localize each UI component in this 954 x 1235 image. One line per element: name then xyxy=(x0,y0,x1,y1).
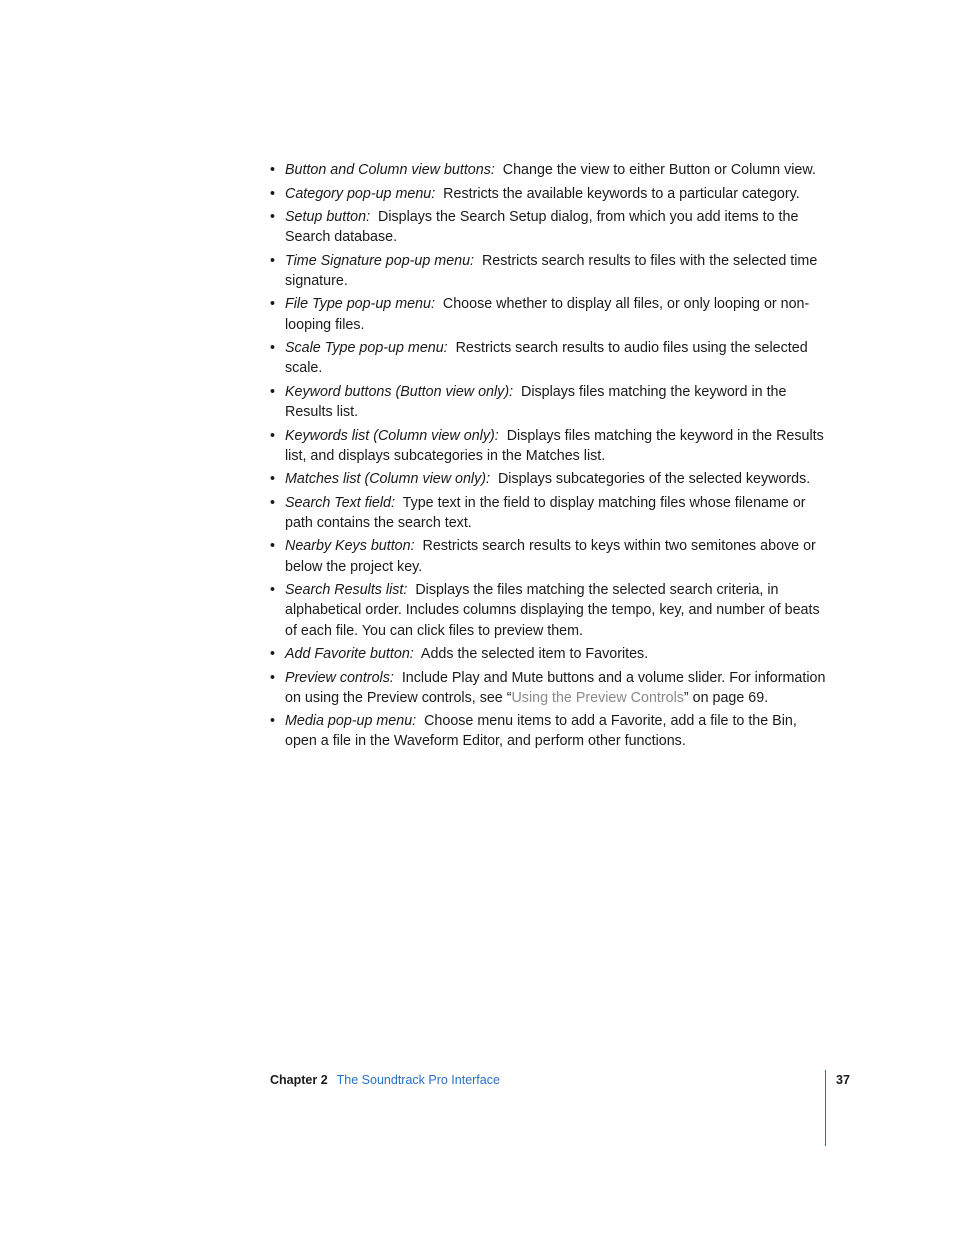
list-item xyxy=(270,668,830,708)
bullet: • xyxy=(270,494,276,511)
item-description: Include Play and Mute buttons and a volume slider. For information on using the Preview controls, see “ xyxy=(285,669,826,706)
list-item xyxy=(270,644,830,664)
list-item xyxy=(270,382,830,422)
bullet: • xyxy=(270,383,276,400)
list-item xyxy=(270,294,830,334)
item-term: File Type pop-up menu: xyxy=(285,296,435,313)
item-term: Setup button: xyxy=(285,209,371,225)
chapter-title: The Soundtrack Pro Interface xyxy=(336,1073,500,1087)
item-description: Displays files matching the keyword in the Results list. xyxy=(285,383,787,421)
bullet: • xyxy=(270,538,276,555)
item-description: Restricts search results to keys within two semitones above or below the project key. xyxy=(285,538,816,575)
item-description: Restricts search results to audio files using the selected scale. xyxy=(285,340,808,377)
item-term: Scale Type pop-up menu: xyxy=(285,340,448,357)
item-term: Search Results list: xyxy=(285,582,408,599)
list-item xyxy=(270,251,830,291)
item-term: Category pop-up menu: xyxy=(285,185,436,202)
page-footer xyxy=(270,1072,500,1088)
item-term: Time Signature pop-up menu: xyxy=(285,252,475,269)
item-term: Add Favorite button: xyxy=(285,646,414,663)
list-item xyxy=(270,580,830,641)
bullet: • xyxy=(270,296,276,313)
item-term: Nearby Keys button: xyxy=(285,538,415,555)
chapter-label: Chapter 2 xyxy=(270,1073,328,1087)
item-term: Button and Column view buttons: xyxy=(285,162,495,178)
item-description: Displays the files matching the selected search criteria, in alphabetical order. Includes columns displaying the tempo, key, and number of beats of each file. You can click files to preview them. xyxy=(285,582,820,639)
list-item xyxy=(270,160,830,180)
item-description: Choose whether to display all files, or only looping or non-looping files. xyxy=(285,296,810,333)
item-description: Displays the Search Setup dialog, from which you add items to the Search database. xyxy=(285,209,799,246)
item-description: Adds the selected item to Favorites. xyxy=(420,646,649,663)
item-description: Choose menu items to add a Favorite, add a file to the Bin, open a file in the Waveform Editor, and perform other functions. xyxy=(285,713,797,750)
bullet: • xyxy=(270,185,276,202)
body-content xyxy=(270,160,830,755)
bullet: • xyxy=(270,471,276,488)
bullet: • xyxy=(270,582,276,599)
item-description: Displays subcategories of the selected keywords. xyxy=(497,471,811,488)
list-item xyxy=(270,426,830,466)
bullet: • xyxy=(270,427,276,444)
bullet: • xyxy=(270,669,276,686)
feature-list xyxy=(270,160,830,752)
item-description: Restricts search results to files with the selected time signature. xyxy=(285,252,818,289)
item-term: Matches list (Column view only): xyxy=(285,471,490,488)
item-description: Restricts the available keywords to a particular category. xyxy=(443,185,800,202)
item-term: Keyword buttons (Button view only): xyxy=(285,383,514,400)
list-item xyxy=(270,469,830,489)
cross-reference-link[interactable]: Using the Preview Controls xyxy=(511,689,684,706)
list-item xyxy=(270,207,830,247)
footer-divider xyxy=(825,1070,826,1146)
bullet: • xyxy=(270,646,276,663)
bullet: • xyxy=(270,162,276,178)
bullet: • xyxy=(270,713,276,730)
list-item xyxy=(270,711,830,751)
item-description-tail: ” on page 69. xyxy=(683,689,769,706)
item-term: Preview controls: xyxy=(285,669,394,686)
item-description: Type text in the field to display matching files whose filename or path contains the search text. xyxy=(285,494,806,531)
item-term: Search Text field: xyxy=(285,494,395,511)
list-item xyxy=(270,184,830,204)
item-description: Change the view to either Button or Column view. xyxy=(502,162,816,178)
item-description: Displays files matching the keyword in the Results list, and displays subcategories in the Matches list. xyxy=(285,427,824,464)
list-item xyxy=(270,493,830,533)
item-term: Media pop-up menu: xyxy=(285,713,417,730)
list-item xyxy=(270,536,830,576)
page-number: 37 xyxy=(836,1073,850,1087)
bullet: • xyxy=(270,340,276,357)
bullet: • xyxy=(270,252,276,269)
list-item xyxy=(270,338,830,378)
item-term: Keywords list (Column view only): xyxy=(285,427,499,444)
bullet: • xyxy=(270,209,276,225)
